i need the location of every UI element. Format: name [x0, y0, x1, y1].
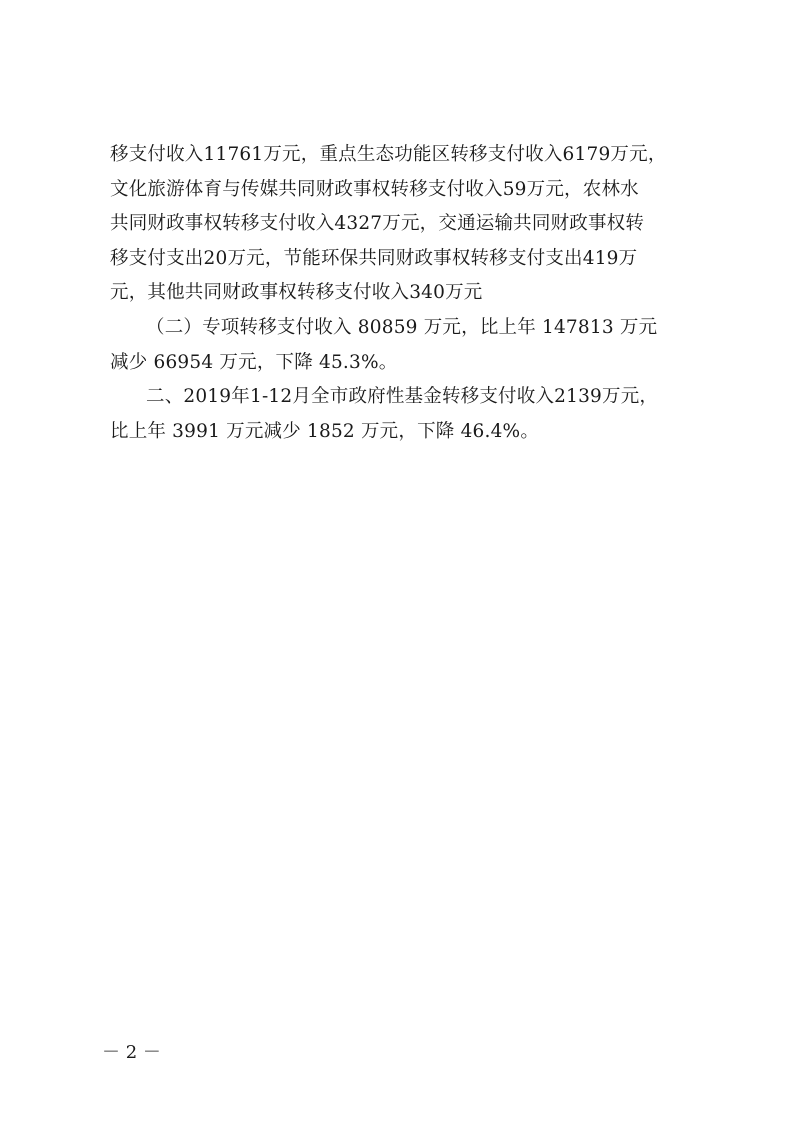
text-line: 文化旅游体育与传媒共同财政事权转移支付收入59万元，农林水 — [110, 178, 639, 200]
document-body — [110, 138, 695, 449]
page-number: － 2 － — [102, 1042, 161, 1063]
text-line: 比上年 3991 万元减少 1852 万元，下降 46.4%。 — [110, 420, 540, 442]
text-line: 元，其他共同财政事权转移支付收入340万元 — [110, 282, 483, 304]
text-line: 移支付支出20万元，节能环保共同财政事权转移支付支出419万 — [110, 247, 638, 269]
text-line: 二、2019年1-12月全市政府性基金转移支付收入2139万元， — [146, 386, 659, 408]
paragraph-special-transfer — [110, 311, 695, 380]
text-line: （二）专项转移支付收入 80859 万元，比上年 147813 万元 — [146, 316, 658, 338]
text-line: 减少 66954 万元，下降 45.3%。 — [110, 351, 398, 373]
text-line: 共同财政事权转移支付收入4327万元，交通运输共同财政事权转 — [110, 213, 645, 235]
paragraph-fund-transfer — [110, 380, 695, 449]
text-line: 移支付收入11761万元，重点生态功能区转移支付收入6179万元， — [110, 144, 667, 165]
paragraph-transfer-details — [110, 138, 695, 311]
